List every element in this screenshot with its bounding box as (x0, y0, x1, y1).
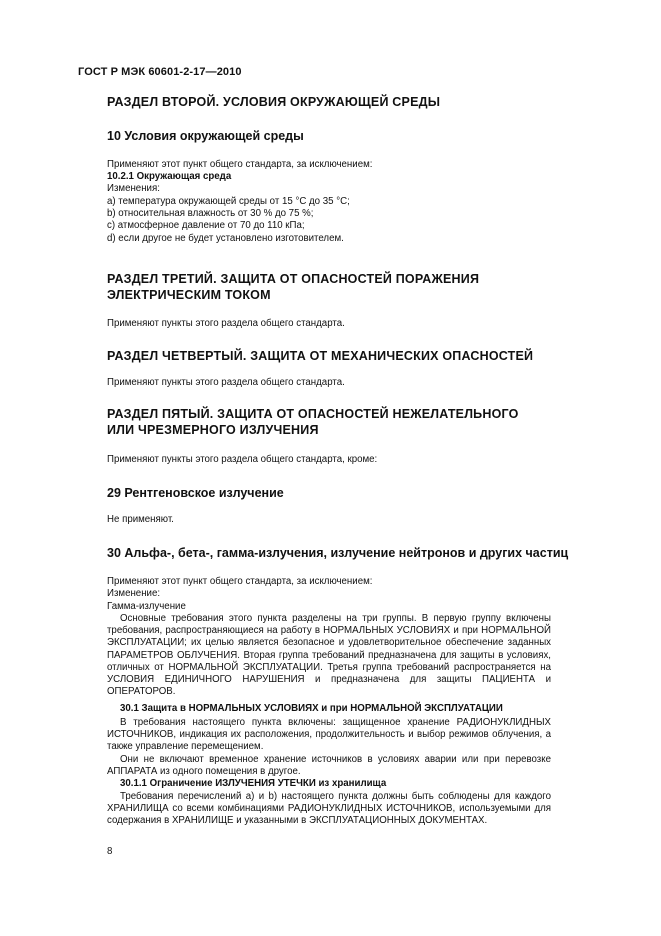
clause-30-intro: Применяют этот пункт общего стандарта, за исключением: (107, 576, 373, 587)
conditions-list (107, 196, 350, 245)
section-3-text: Применяют пункты этого раздела общего стандарта. (107, 318, 345, 329)
page-number: 8 (107, 846, 113, 857)
clause-30-title: 30 Альфа-, бета-, гамма-излучения, излучение нейтронов и других частиц (107, 546, 569, 560)
section-3-title-line1: РАЗДЕЛ ТРЕТИЙ. ЗАЩИТА ОТ ОПАСНОСТЕЙ ПОРАЖЕНИЯ (107, 272, 480, 286)
change-label: Изменение: (107, 588, 161, 599)
section-5-title-line1: РАЗДЕЛ ПЯТЫЙ. ЗАЩИТА ОТ ОПАСНОСТЕЙ НЕЖЕЛАТЕЛЬНОГО (107, 407, 519, 421)
clause-10-intro: Применяют этот пункт общего стандарта, за исключением: (107, 159, 373, 170)
list-item: c) атмосферное давление от 70 до 110 кПа; (107, 220, 305, 232)
subclause-30-1-paragraph-1: В требования настоящего пункта включены: защищенное хранение РАДИОНУКЛИДНЫХ ИСТОЧНИКОВ, индикация их расположения, продолжительность и выбор режимов облучения, а также управление перемещением. (107, 717, 551, 753)
changes-label: Изменения: (107, 183, 160, 194)
document-header: ГОСТ Р МЭК 60601-2-17—2010 (78, 66, 242, 78)
section-3-title-line2: ЭЛЕКТРИЧЕСКИМ ТОКОМ (107, 288, 271, 302)
clause-30-subject: Гамма-излучение (107, 601, 186, 612)
clause-10-title: 10 Условия окружающей среды (107, 129, 304, 143)
clause-30-paragraph: Основные требования этого пункта разделены на три группы. В первую группу включены требования, распространяющиеся на работу в НОРМАЛЬНЫХ УСЛОВИЯХ и при НОРМАЛЬНОЙ ЭКСПЛУАТАЦИИ; их целью является безопасное и удовлетворительное обеспечение заданных ПАРАМЕТРОВ ОБЛУЧЕНИЯ. Вторая группа требований предназначена для защиты в условиях, отличных от НОРМАЛЬНОЙ ЭКСПЛУАТАЦИИ. Третья группа требований распространяется на УСЛОВИЯ ЕДИНИЧНОГО НАРУШЕНИЯ и предназначена для защиты ПАЦИЕНТА и ОПЕРАТОРОВ. (107, 613, 551, 698)
subclause-30-1-paragraph-2: Они не включают временное хранение источников в условиях аварии или при перевозке АППАРАТА из одного помещения в другое. (107, 754, 551, 778)
list-item: a) температура окружающей среды от 15 °C до 35 °C; (107, 196, 350, 207)
section-5-text: Применяют пункты этого раздела общего стандарта, кроме: (107, 454, 378, 465)
clause-29-text: Не применяют. (107, 514, 174, 525)
subclause-10-2-1-title: 10.2.1 Окружающая среда (107, 171, 232, 182)
section-5-title-line2: ИЛИ ЧРЕЗМЕРНОГО ИЗЛУЧЕНИЯ (107, 423, 319, 437)
subclause-30-1-1-title: 30.1.1 Ограничение ИЗЛУЧЕНИЯ УТЕЧКИ из хранилища (120, 778, 387, 789)
subclause-30-1-title: 30.1 Защита в НОРМАЛЬНЫХ УСЛОВИЯХ и при НОРМАЛЬНОЙ ЭКСПЛУАТАЦИИ (120, 703, 503, 714)
list-item: d) если другое не будет установлено изготовителем. (107, 232, 344, 244)
clause-29-title: 29 Рентгеновское излучение (107, 486, 284, 500)
section-4-text: Применяют пункты этого раздела общего стандарта. (107, 377, 345, 388)
subclause-30-1-1-paragraph: Требования перечислений a) и b) настоящего пункта должны быть соблюдены для каждого ХРАНИЛИЩА со всеми комбинациями РАДИОНУКЛИДНЫХ ИСТОЧНИКОВ, используемыми для содержания в ХРАНИЛИЩЕ и указанными в ЭКСПЛУАТАЦИОННЫХ ДОКУМЕНТАХ. (107, 791, 551, 827)
list-item: b) относительная влажность от 30 % до 75 %; (107, 208, 314, 220)
section-4-title: РАЗДЕЛ ЧЕТВЕРТЫЙ. ЗАЩИТА ОТ МЕХАНИЧЕСКИХ ОПАСНОСТЕЙ (107, 349, 534, 363)
section-2-title: РАЗДЕЛ ВТОРОЙ. УСЛОВИЯ ОКРУЖАЮЩЕЙ СРЕДЫ (107, 95, 441, 109)
